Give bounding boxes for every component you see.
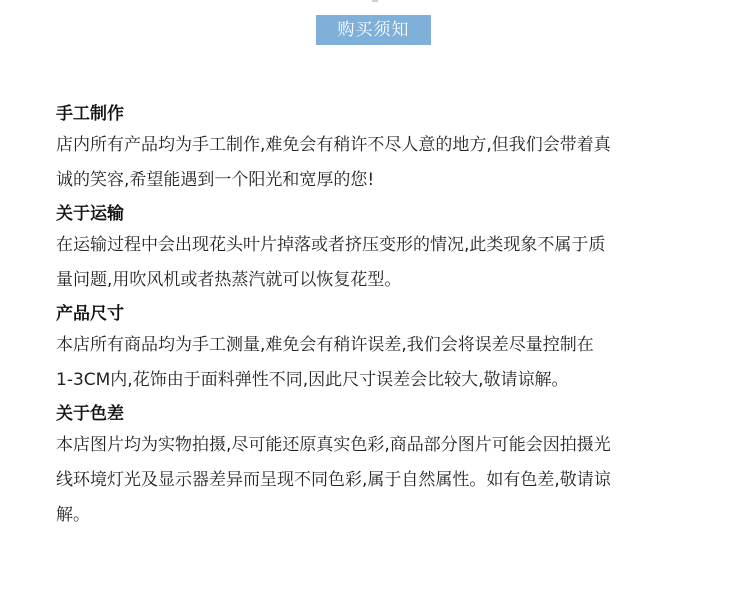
body-line: 线环境灯光及显示器差异而呈现不同色彩,属于自然属性。如有色差,敬请谅	[56, 470, 611, 490]
notice-content	[56, 100, 706, 535]
section-heading: 手工制作	[56, 104, 124, 124]
body-line: 本店所有商品均为手工测量,难免会有稍许误差,我们会将误差尽量控制在	[56, 335, 594, 355]
page-title-badge	[316, 15, 431, 45]
section-heading: 关于运输	[56, 204, 124, 224]
section-heading: 产品尺寸	[56, 304, 124, 324]
body-line: 本店图片均为实物拍摄,尽可能还原真实色彩,商品部分图片可能会因拍摄光	[56, 435, 611, 455]
section-color	[56, 400, 706, 533]
section-body	[56, 228, 706, 298]
section-size	[56, 300, 706, 398]
body-line: 解。	[56, 505, 90, 525]
body-line: 量问题,用吹风机或者热蒸汽就可以恢复花型。	[56, 270, 402, 290]
section-handmade	[56, 100, 706, 198]
section-body	[56, 428, 706, 533]
section-heading: 关于色差	[56, 404, 124, 424]
body-line: 诚的笑容,希望能遇到一个阳光和宽厚的您!	[56, 170, 375, 190]
page-title: 购买须知	[337, 20, 410, 40]
section-body	[56, 328, 706, 398]
body-line: 店内所有产品均为手工制作,难免会有稍许不尽人意的地方,但我们会带着真	[56, 135, 611, 155]
section-body	[56, 128, 706, 198]
body-line: 1-3CM内,花饰由于面料弹性不同,因此尺寸误差会比较大,敬请谅解。	[56, 370, 569, 390]
section-shipping	[56, 200, 706, 298]
top-divider-mark	[372, 0, 378, 2]
body-line: 在运输过程中会出现花头叶片掉落或者挤压变形的情况,此类现象不属于质	[56, 235, 606, 255]
